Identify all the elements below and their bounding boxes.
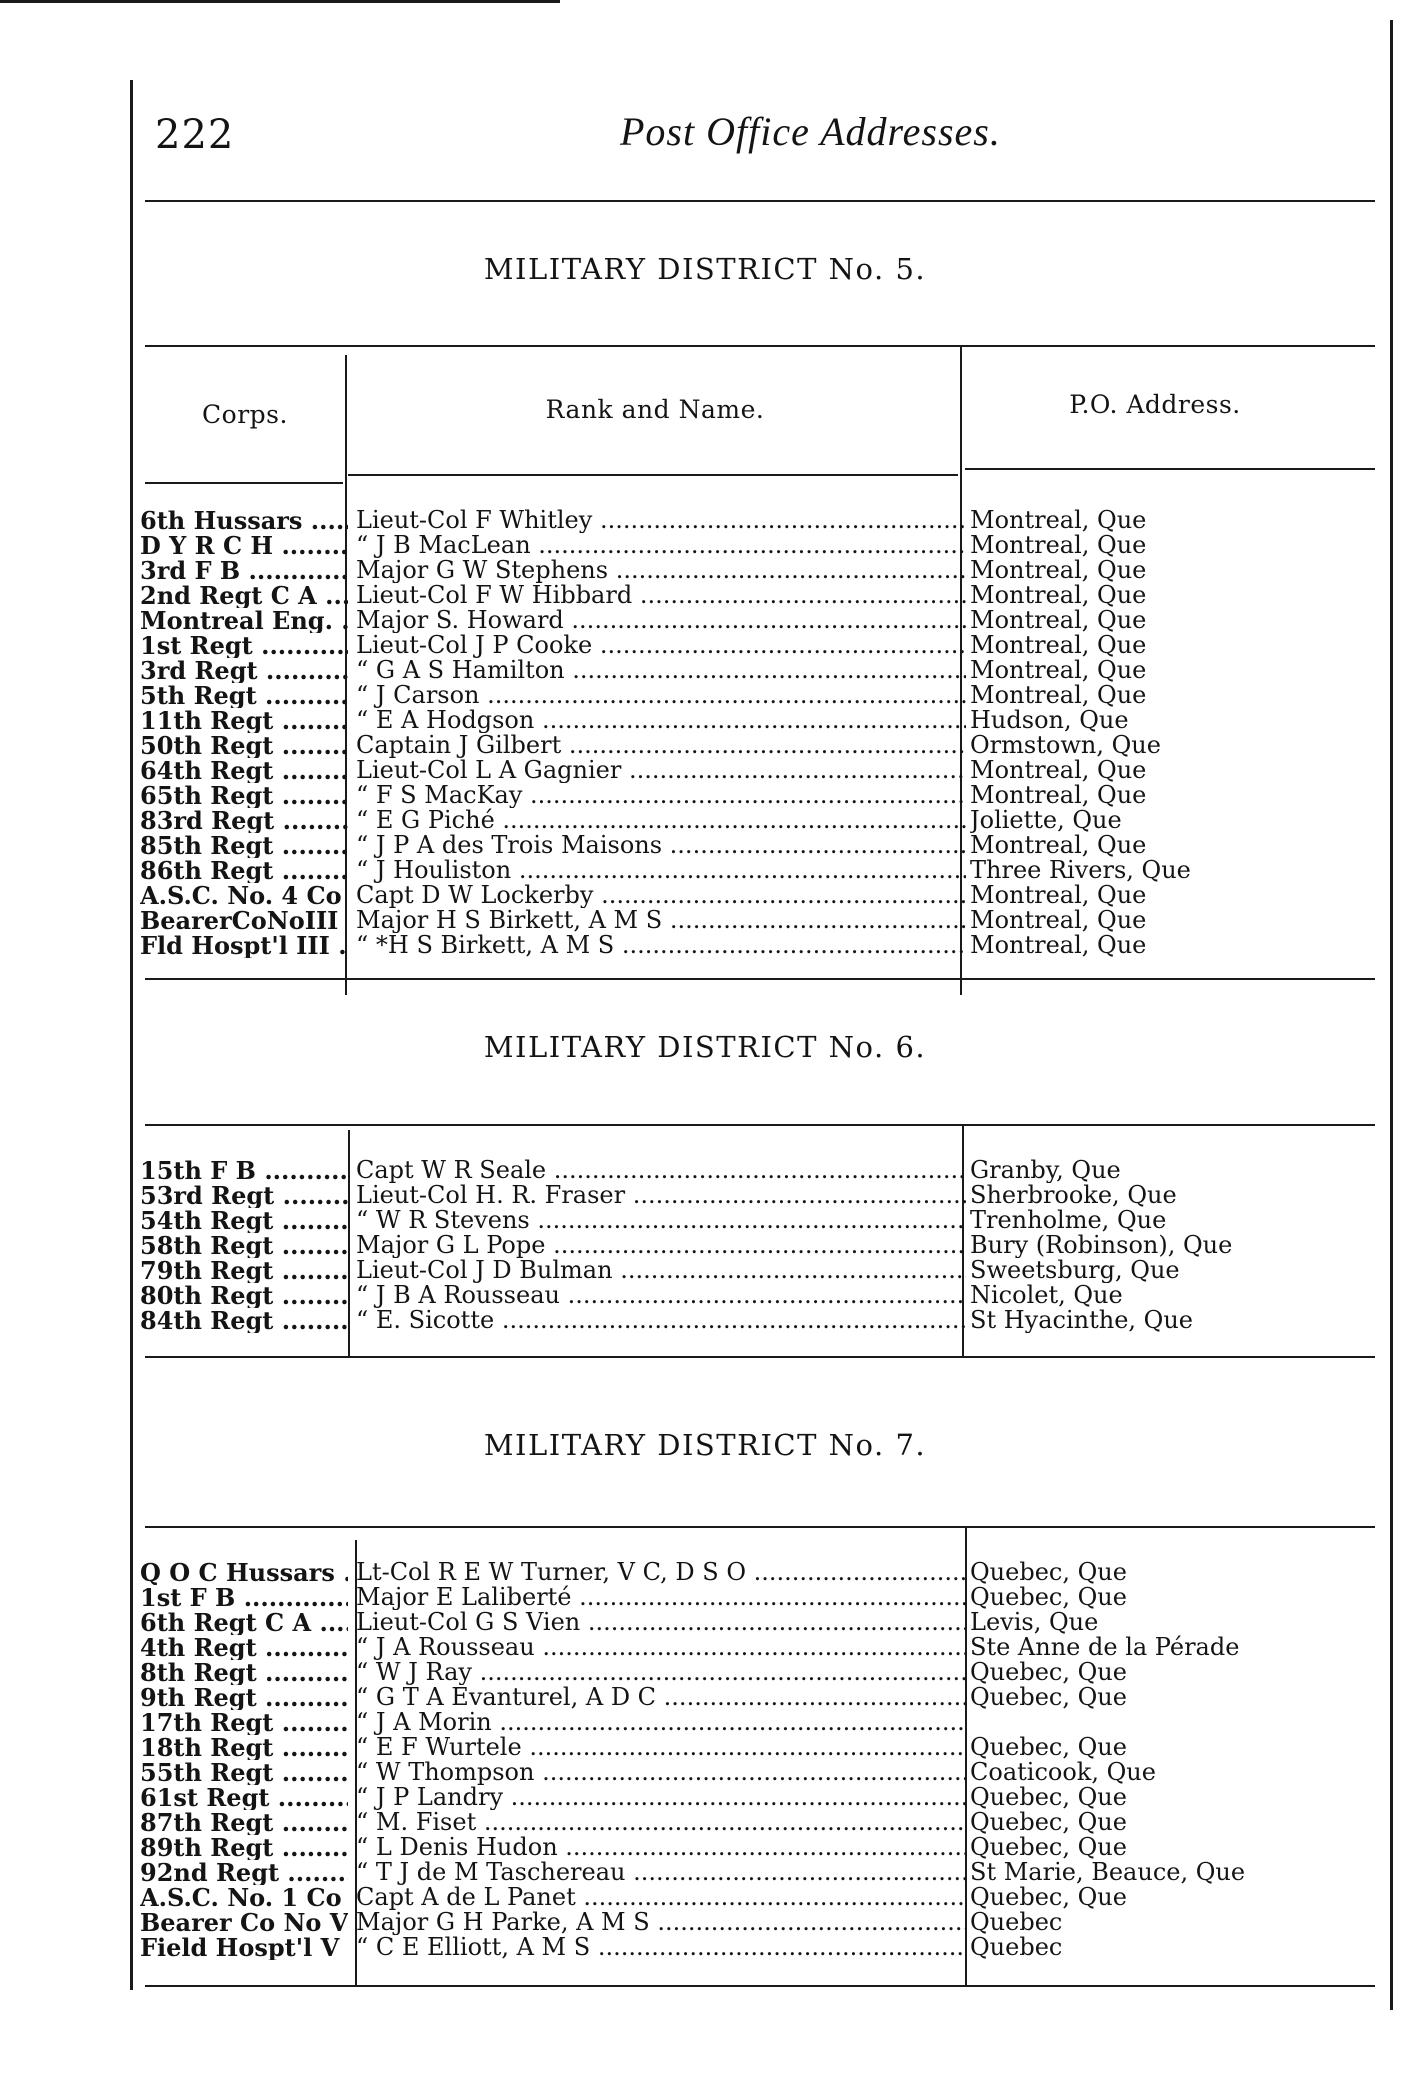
address-cell: Nicolet, Que: [970, 1283, 1123, 1308]
rank-name-cell: “ J Houliston .....: [356, 858, 966, 883]
address-cell: Montreal, Que: [970, 608, 1147, 633]
rank-name-cell: Lieut-Col L A Gagnier .....: [356, 758, 966, 783]
address-cell: Quebec: [970, 1935, 1063, 1960]
corps-cell: Montreal Eng. .....: [140, 608, 348, 633]
corps-cell: 3rd F B .....: [140, 558, 348, 583]
rank-name-cell: Major G W Stephens .....: [356, 558, 966, 583]
corps-cell: Bearer Co No V .....: [140, 1910, 348, 1935]
header-underline-corps: [145, 482, 343, 484]
rank-name-cell: “ E G Piché .....: [356, 808, 966, 833]
corps-cell: 5th Regt .....: [140, 683, 348, 708]
address-cell: Montreal, Que: [970, 533, 1147, 558]
address-cell: Montreal, Que: [970, 783, 1147, 808]
rank-name-cell: Lieut-Col H. R. Fraser .....: [356, 1183, 966, 1208]
rank-name-cell: Lieut-Col J P Cooke .....: [356, 633, 966, 658]
corps-cell: 8th Regt .....: [140, 1660, 348, 1685]
corps-cell: Field Hospt'l V .....: [140, 1935, 348, 1960]
rank-name-cell: “ J A Morin .....: [356, 1710, 966, 1735]
page-number: 222: [155, 112, 235, 158]
corps-cell: 2nd Regt C A .....: [140, 583, 348, 608]
corps-cell: 64th Regt .....: [140, 758, 348, 783]
left-margin-line: [130, 80, 133, 1990]
address-cell: Ste Anne de la Pérade: [970, 1635, 1240, 1660]
address-cell: Ormstown, Que: [970, 733, 1161, 758]
address-cell: Montreal, Que: [970, 633, 1147, 658]
address-cell: Hudson, Que: [970, 708, 1129, 733]
rank-name-cell: Capt D W Lockerby .....: [356, 883, 966, 908]
corps-cell: 6th Regt C A .....: [140, 1610, 348, 1635]
address-cell: Montreal, Que: [970, 558, 1147, 583]
corps-cell: 83rd Regt .....: [140, 808, 348, 833]
rank-name-cell: Lieut-Col F Whitley .....: [356, 508, 966, 533]
address-cell: Montreal, Que: [970, 508, 1147, 533]
rank-name-cell: Lt-Col R E W Turner, V C, D S O .....: [356, 1560, 966, 1585]
address-cell: Quebec, Que: [970, 1735, 1127, 1760]
corps-cell: 86th Regt .....: [140, 858, 348, 883]
corps-cell: 3rd Regt .....: [140, 658, 348, 683]
rank-name-cell: Major G H Parke, A M S .....: [356, 1910, 966, 1935]
address-cell: Levis, Que: [970, 1610, 1099, 1635]
corps-cell: D Y R C H .....: [140, 533, 348, 558]
corps-cell: BearerCoNoIII .....: [140, 908, 348, 933]
header-rule: [145, 200, 1375, 202]
corps-cell: 4th Regt .....: [140, 1635, 348, 1660]
rank-name-cell: “ M. Fiset .....: [356, 1810, 966, 1835]
district-6-bottom-rule: [145, 1356, 1375, 1358]
corps-cell: 6th Hussars .....: [140, 508, 348, 533]
corps-cell: 54th Regt .....: [140, 1208, 348, 1233]
rank-name-cell: “ C E Elliott, A M S .....: [356, 1935, 966, 1960]
page-bottom-rule: [145, 1985, 1375, 1987]
corps-cell: 84th Regt .....: [140, 1308, 348, 1333]
rank-name-cell: Lieut-Col J D Bulman .....: [356, 1258, 966, 1283]
corps-cell: 11th Regt .....: [140, 708, 348, 733]
corps-cell: 9th Regt .....: [140, 1685, 348, 1710]
rank-name-cell: “ J P A des Trois Maisons .....: [356, 833, 966, 858]
col-address-header: P.O. Address.: [1069, 390, 1241, 419]
header-underline-name: [348, 474, 958, 476]
corps-cell: 55th Regt .....: [140, 1760, 348, 1785]
address-cell: Three Rivers, Que: [970, 858, 1191, 883]
district-6-title: MILITARY DISTRICT No. 6.: [483, 1030, 927, 1064]
corps-cell: 18th Regt .....: [140, 1735, 348, 1760]
header-underline-address: [965, 468, 1375, 470]
address-cell: Quebec, Que: [970, 1810, 1127, 1835]
address-cell: St Hyacinthe, Que: [970, 1308, 1193, 1333]
address-cell: Sweetsburg, Que: [970, 1258, 1180, 1283]
address-cell: Quebec: [970, 1910, 1063, 1935]
corps-cell: 50th Regt .....: [140, 733, 348, 758]
corps-cell: 15th F B .....: [140, 1158, 348, 1183]
corps-cell: A.S.C. No. 1 Co .....: [140, 1885, 348, 1910]
address-cell: Quebec, Que: [970, 1835, 1127, 1860]
page-title: Post Office Addresses.: [620, 109, 1001, 154]
rank-name-cell: “ G T A Evanturel, A D C .....: [356, 1685, 966, 1710]
rank-name-cell: Captain J Gilbert .....: [356, 733, 966, 758]
district-5-bottom-rule: [145, 978, 1375, 980]
rank-name-cell: Lieut-Col F W Hibbard .....: [356, 583, 966, 608]
corps-cell: 79th Regt .....: [140, 1258, 348, 1283]
rank-name-cell: Major S. Howard .....: [356, 608, 966, 633]
address-cell: Sherbrooke, Que: [970, 1183, 1177, 1208]
address-cell: Montreal, Que: [970, 683, 1147, 708]
rank-name-cell: “ *H S Birkett, A M S .....: [356, 933, 966, 958]
rank-name-cell: “ W Thompson .....: [356, 1760, 966, 1785]
corps-cell: Fld Hospt'l III .....: [140, 933, 348, 958]
address-cell: Montreal, Que: [970, 583, 1147, 608]
address-cell: Bury (Robinson), Que: [970, 1233, 1233, 1258]
col-rank-name-header: Rank and Name.: [545, 395, 765, 424]
address-cell: Quebec, Que: [970, 1685, 1127, 1710]
corps-cell: 92nd Regt .....: [140, 1860, 348, 1885]
rank-name-cell: “ J Carson .....: [356, 683, 966, 708]
rank-name-cell: “ F S MacKay .....: [356, 783, 966, 808]
district-6-col-divider-1: [348, 1130, 350, 1358]
address-cell: Montreal, Que: [970, 833, 1147, 858]
address-cell: Quebec, Que: [970, 1660, 1127, 1685]
address-cell: Montreal, Que: [970, 933, 1147, 958]
rank-name-cell: Major H S Birkett, A M S .....: [356, 908, 966, 933]
address-cell: Quebec, Que: [970, 1785, 1127, 1810]
district-7-top-rule: [145, 1526, 1375, 1528]
rank-name-cell: Capt W R Seale .....: [356, 1158, 966, 1183]
address-cell: Trenholme, Que: [970, 1208, 1167, 1233]
rank-name-cell: “ E A Hodgson .....: [356, 708, 966, 733]
rank-name-cell: “ E F Wurtele .....: [356, 1735, 966, 1760]
district-6-top-rule: [145, 1124, 1375, 1126]
rank-name-cell: “ J A Rousseau .....: [356, 1635, 966, 1660]
address-cell: Granby, Que: [970, 1158, 1121, 1183]
address-cell: Quebec, Que: [970, 1560, 1127, 1585]
address-cell: Joliette, Que: [970, 808, 1122, 833]
col-corps-header: Corps.: [202, 400, 288, 429]
corps-cell: 65th Regt .....: [140, 783, 348, 808]
corps-cell: A.S.C. No. 4 Co .....: [140, 883, 348, 908]
rank-name-cell: “ T J de M Taschereau .....: [356, 1860, 966, 1885]
rank-name-cell: “ G A S Hamilton .....: [356, 658, 966, 683]
rank-name-cell: Lieut-Col G S Vien .....: [356, 1610, 966, 1635]
address-cell: Quebec, Que: [970, 1585, 1127, 1610]
rank-name-cell: Major G L Pope .....: [356, 1233, 966, 1258]
corps-cell: 1st Regt .....: [140, 633, 348, 658]
table-top-rule: [145, 345, 1375, 347]
corps-cell: 61st Regt .....: [140, 1785, 348, 1810]
rank-name-cell: “ L Denis Hudon .....: [356, 1835, 966, 1860]
address-cell: St Marie, Beauce, Que: [970, 1860, 1246, 1885]
corps-cell: 17th Regt .....: [140, 1710, 348, 1735]
rank-name-cell: “ J B A Rousseau .....: [356, 1283, 966, 1308]
rank-name-cell: “ J P Landry .....: [356, 1785, 966, 1810]
rank-name-cell: Capt A de L Panet .....: [356, 1885, 966, 1910]
corps-cell: 87th Regt .....: [140, 1810, 348, 1835]
address-cell: Coaticook, Que: [970, 1760, 1156, 1785]
address-cell: Montreal, Que: [970, 908, 1147, 933]
corps-cell: 89th Regt .....: [140, 1835, 348, 1860]
corps-cell: 53rd Regt .....: [140, 1183, 348, 1208]
right-margin-line: [1390, 20, 1393, 2010]
top-border-line: [0, 0, 560, 3]
corps-cell: Q O C Hussars .....: [140, 1560, 348, 1585]
rank-name-cell: “ E. Sicotte .....: [356, 1308, 966, 1333]
corps-cell: 58th Regt .....: [140, 1233, 348, 1258]
rank-name-cell: “ J B MacLean .....: [356, 533, 966, 558]
address-cell: Montreal, Que: [970, 883, 1147, 908]
rank-name-cell: Major E Laliberté .....: [356, 1585, 966, 1610]
rank-name-cell: “ W J Ray .....: [356, 1660, 966, 1685]
district-5-title: MILITARY DISTRICT No. 5.: [483, 252, 927, 286]
district-7-title: MILITARY DISTRICT No. 7.: [483, 1428, 927, 1462]
address-cell: Montreal, Que: [970, 758, 1147, 783]
corps-cell: 80th Regt .....: [140, 1283, 348, 1308]
corps-cell: 85th Regt .....: [140, 833, 348, 858]
rank-name-cell: “ W R Stevens .....: [356, 1208, 966, 1233]
address-cell: Quebec, Que: [970, 1885, 1127, 1910]
address-cell: Montreal, Que: [970, 658, 1147, 683]
corps-cell: 1st F B .....: [140, 1585, 348, 1610]
